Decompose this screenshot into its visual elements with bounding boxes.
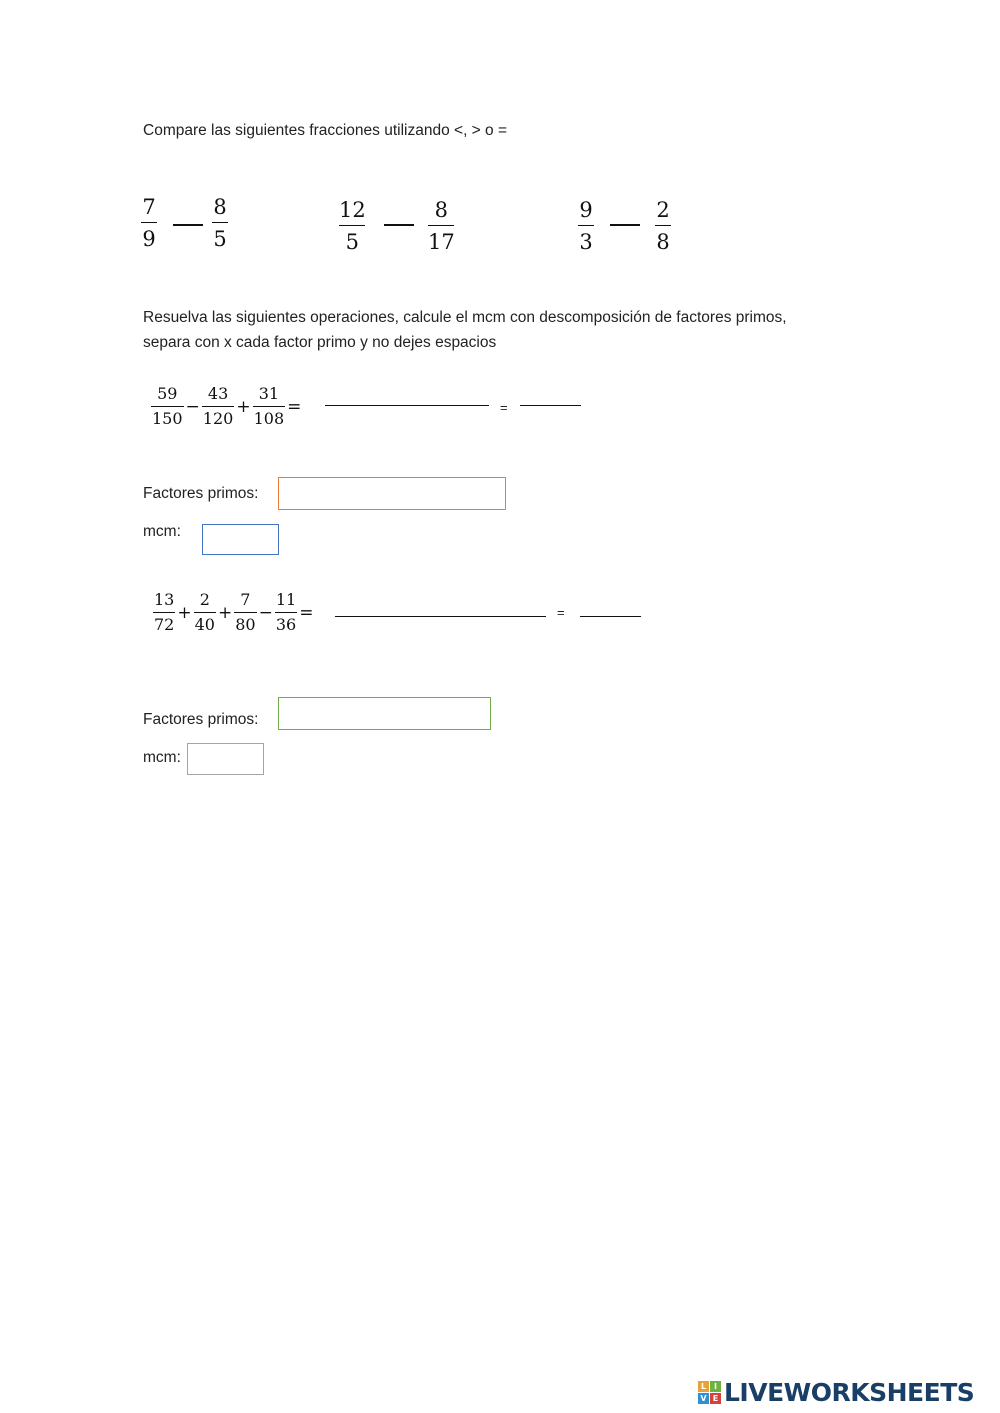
compare3-right-numerator: 2	[656, 198, 670, 222]
logo-letter: E	[710, 1393, 721, 1404]
compare3-right-denominator: 8	[656, 230, 670, 254]
compare3-answer-blank[interactable]	[610, 224, 640, 226]
fraction-bar	[141, 222, 157, 223]
compare1-answer-blank[interactable]	[173, 224, 203, 226]
fraction-bar	[655, 225, 671, 226]
denominator: 80	[235, 615, 256, 634]
compare1-left-fraction	[141, 194, 157, 252]
fraction-bar	[151, 406, 184, 407]
operation2-mcm-input[interactable]	[188, 744, 263, 774]
compare1-right-denominator: 5	[213, 227, 227, 251]
fraction-bar	[194, 612, 216, 613]
liveworksheets-logo-icon	[698, 1381, 721, 1404]
denominator: 108	[253, 409, 285, 428]
operations-instruction-line2: separa con x cada factor primo y no dejes espacios	[143, 334, 497, 351]
denominator: 72	[154, 615, 175, 634]
operation1-factores-input[interactable]	[279, 478, 505, 509]
fraction-bar	[153, 612, 175, 613]
operation2-fraction-3	[234, 590, 256, 635]
equals-sign: =	[287, 396, 302, 417]
compare2-left-fraction	[339, 197, 366, 255]
operation2-expression	[152, 590, 314, 635]
fraction-bar	[234, 612, 256, 613]
compare3-left-numerator: 9	[579, 198, 593, 222]
fraction-bar	[212, 222, 228, 223]
denominator: 40	[194, 615, 215, 634]
operation2-factores-input[interactable]	[279, 698, 490, 729]
denominator: 150	[152, 409, 183, 428]
operation2-factores-input-box[interactable]	[278, 697, 491, 730]
fraction-bar	[202, 406, 235, 407]
compare-instruction: Compare las siguientes fracciones utilizando <, > o =	[143, 122, 508, 139]
numerator: 59	[157, 384, 178, 403]
compare2-right-fraction	[428, 197, 455, 255]
liveworksheets-logo-text: LIVEWORKSHEETS	[724, 1378, 975, 1407]
denominator: 120	[202, 409, 234, 428]
operation1-mcm-input[interactable]	[203, 525, 278, 554]
compare1-left-denominator: 9	[142, 227, 156, 251]
operation1-mcm-label: mcm:	[143, 523, 181, 540]
fraction-bar	[275, 612, 297, 613]
operator-plus: +	[236, 396, 251, 417]
operation1-equals-small: =	[500, 400, 508, 415]
compare2-answer-blank[interactable]	[384, 224, 414, 226]
compare3-left-fraction	[578, 197, 594, 255]
operation1-fraction-2	[202, 384, 235, 429]
operation1-factores-label: Factores primos:	[143, 485, 259, 502]
denominator: 36	[275, 615, 297, 634]
compare3-left-denominator: 3	[579, 230, 593, 254]
operation2-intermediate-answer-line[interactable]	[335, 616, 546, 617]
numerator: 2	[199, 590, 210, 609]
operation2-fraction-4	[275, 590, 297, 635]
fraction-bar	[253, 406, 286, 407]
fraction-bar	[578, 225, 594, 226]
numerator: 31	[258, 384, 280, 403]
operation2-equals-small: =	[557, 605, 565, 620]
logo-letter: L	[698, 1381, 709, 1392]
operator-minus: −	[258, 602, 273, 623]
compare2-left-denominator: 5	[345, 230, 360, 254]
compare2-left-numerator: 12	[339, 198, 366, 222]
operation1-fraction-1	[151, 384, 184, 429]
logo-letter: V	[698, 1393, 709, 1404]
compare1-right-numerator: 8	[213, 195, 227, 219]
logo-letter: I	[710, 1381, 721, 1392]
liveworksheets-logo	[698, 1378, 974, 1407]
compare2-right-denominator: 17	[428, 230, 455, 254]
operation2-fraction-2	[194, 590, 216, 635]
operation2-mcm-input-box[interactable]	[187, 743, 264, 775]
numerator: 11	[275, 590, 297, 609]
operation1-mcm-input-box[interactable]	[202, 524, 279, 555]
operation2-factores-label: Factores primos:	[143, 711, 259, 728]
operator-minus: −	[185, 396, 200, 417]
operation1-intermediate-answer-line[interactable]	[325, 405, 489, 406]
operation1-expression	[150, 384, 302, 429]
numerator: 7	[240, 590, 251, 609]
compare2-right-numerator: 8	[434, 198, 449, 222]
operation1-factores-input-box[interactable]	[278, 477, 506, 510]
fraction-bar	[339, 225, 365, 226]
operation1-final-answer-line[interactable]	[520, 405, 581, 406]
operation2-final-answer-line[interactable]	[580, 616, 641, 617]
operator-plus: +	[217, 602, 233, 623]
operation1-fraction-3	[253, 384, 286, 429]
equals-sign: =	[299, 602, 314, 623]
operations-instruction-line1: Resuelva las siguientes operaciones, calcule el mcm con descomposición de factores primos,	[143, 309, 787, 326]
numerator: 13	[154, 590, 175, 609]
numerator: 43	[207, 384, 229, 403]
operator-plus: +	[177, 602, 192, 623]
operation2-mcm-label: mcm:	[143, 749, 181, 766]
compare1-right-fraction	[212, 194, 228, 252]
compare3-right-fraction	[655, 197, 671, 255]
operation2-fraction-1	[153, 590, 175, 635]
compare1-left-numerator: 7	[142, 195, 156, 219]
fraction-bar	[428, 225, 454, 226]
